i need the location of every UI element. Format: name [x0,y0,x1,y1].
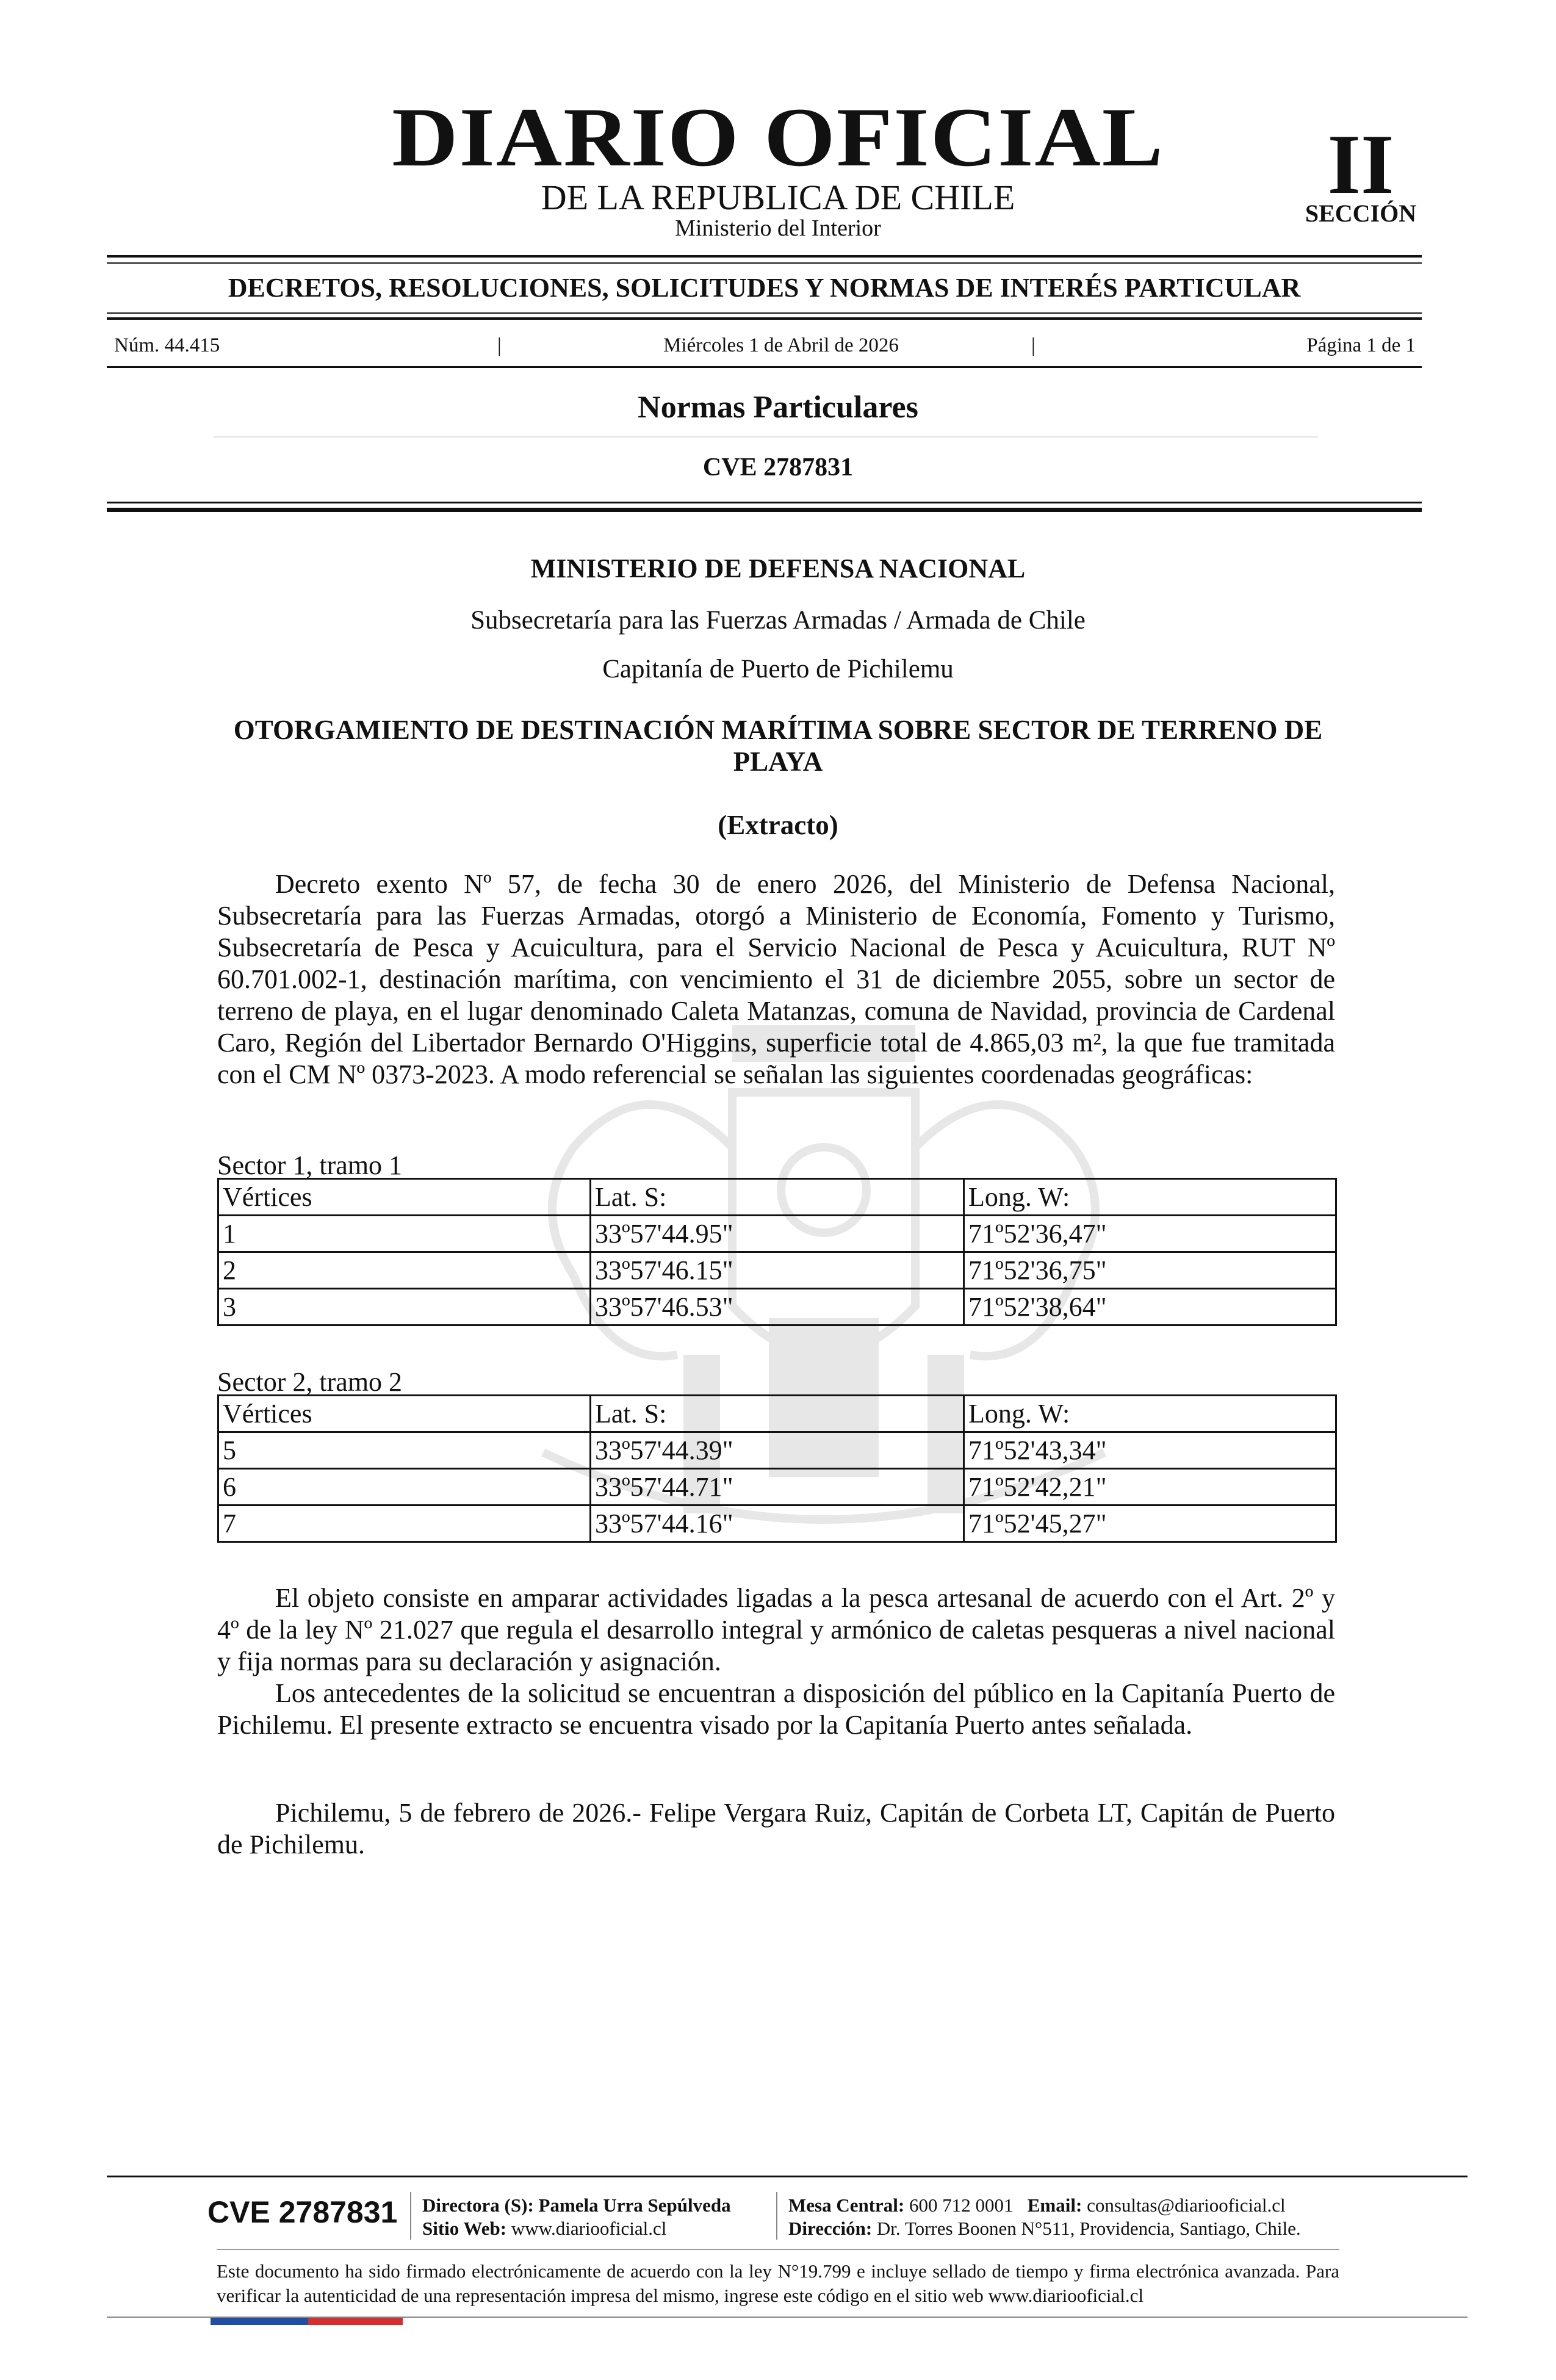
footer-separator [410,2192,411,2240]
footer-email-label: Email: [1027,2194,1082,2216]
footer-director-block [422,2194,731,2240]
footer-phone-label: Mesa Central: [788,2194,905,2216]
sector2-caption: Sector 2, tramo 2 [217,1367,403,1397]
table-cell: 33º57'46.53" [591,1289,964,1325]
header-cell: Lat. S: [591,1179,964,1216]
header-cell: Lat. S: [591,1396,964,1432]
table-row [218,1289,1336,1325]
table-row [218,1469,1336,1506]
table-cell: 2 [218,1252,591,1289]
footer-rule [107,2176,1468,2177]
footer-contact-block [788,2194,1301,2240]
section-number: II [1327,117,1394,212]
table-row [218,1252,1336,1289]
band-rule-thin [107,312,1422,314]
table-cell: 33º57'44.16" [591,1506,964,1542]
header-cell: Long. W: [964,1396,1336,1432]
masthead-subtitle: DE LA REPUBLICA DE CHILE [541,178,1015,217]
extracto-label: (Extracto) [718,810,838,840]
table-cell: 71º52'36,47" [964,1216,1336,1252]
document-title: OTORGAMIENTO DE DESTINACIÓN MARÍTIMA SOBRE SECTOR DE TERRENO DE PLAYA [233,715,1323,777]
table-cell: 6 [218,1469,591,1506]
footer-email-link[interactable]: consultas@diariooficial.cl [1087,2194,1286,2216]
table-cell: 71º52'38,64" [964,1289,1336,1325]
masthead-title: DIARIO OFICIAL [392,90,1164,184]
table-cell: 7 [218,1506,591,1542]
top-rule [107,255,1422,258]
cve-rule [107,508,1422,512]
subsecretaria: Subsecretaría para las Fuerzas Armadas / Armada de Chile [470,606,1086,635]
table-cell: 33º57'44.71" [591,1469,964,1506]
footer-address-label: Dirección: [788,2218,873,2239]
capitania: Capitanía de Puerto de Pichilemu [602,655,954,683]
footer-separator [776,2192,777,2240]
category-title: Normas Particulares [638,390,918,425]
meta-separator: | [1031,334,1036,356]
table-cell: 33º57'46.15" [591,1252,964,1289]
paragraph-text: Los antecedentes de la solicitud se encuentran a disposición del público en la Capitanía Puerto de Pichilemu. El presente extracto se encuentra visado por la Capitanía Puerto antes señalada. [217,1678,1335,1740]
meta-rule [107,366,1422,368]
table-cell: 71º52'36,75" [964,1252,1336,1289]
footer-cve: CVE 2787831 [207,2195,398,2229]
table-cell: 33º57'44.39" [591,1432,964,1469]
footer-legal-notice: Este documento ha sido firmado electrónicamente de acuerdo con la ley N°19.799 e incluye sellado de tiempo y firma electrónica avanzada. Para verificar la autenticidad de una representación impresa del mismo, ingrese este código en el sitio web www.diariooficial.cl [217,2260,1339,2306]
footer-director: Directora (S): Pamela Urra Sepúlveda [422,2194,731,2216]
masthead-ministry: Ministerio del Interior [675,215,881,241]
page-indicator: Página 1 de 1 [1306,334,1416,356]
sector2-table [217,1394,1337,1543]
ministry-name: MINISTERIO DE DEFENSA NACIONAL [530,554,1026,583]
table-cell: 71º52'42,21" [964,1469,1336,1506]
paragraph-text: Decreto exento Nº 57, de fecha 30 de enero 2026, del Ministerio de Defensa Nacional, Subsecretaría para las Fuerzas Armadas, otorgó a Ministerio de Economía, Fomento y Turismo, Subsecretaría de Pesca y Acuicultura, para el Servicio Nacional de Pesca y Acuicultura, RUT Nº 60.701.002-1, destinación marítima, con vencimiento el 31 de diciembre 2055, sobre un sector de terreno de playa, en el lugar denominado Caleta Matanzas, comuna de Navidad, provincia de Cardenal Caro, Región del Libertador Bernardo O'Higgins, superficie total de 4.865,03 m², la que fue tramitada con el CM Nº 0373-2023. A modo referencial se señalan las siguientes coordenadas geográficas: [217,869,1335,1089]
cve-rule-thin [107,502,1422,503]
table-cell: 71º52'43,34" [964,1432,1336,1469]
table-cell: 1 [218,1216,591,1252]
sector1-caption: Sector 1, tramo 1 [217,1150,403,1180]
header-cell: Long. W: [964,1179,1336,1216]
table-cell: 3 [218,1289,591,1325]
table-header-row [218,1396,1336,1432]
footer-phone: 600 712 0001 [909,2194,1014,2216]
section-label: SECCIÓN [1305,200,1417,227]
band-rule [107,317,1422,320]
table-row [218,1506,1336,1542]
flag-stripe-red [308,2318,403,2325]
paragraph-object [217,1582,1335,1741]
header-cell: Vértices [218,1396,591,1432]
meta-separator: | [497,334,502,356]
table-row [218,1216,1336,1252]
signature-text: Pichilemu, 5 de febrero de 2026.- Felipe Vergara Ruiz, Capitán de Corbeta LT, Capitán de Puerto de Pichilemu. [217,1798,1335,1859]
table-cell: 5 [218,1432,591,1469]
paragraph-decree [217,868,1335,1091]
flag-stripe-blue [211,2318,308,2325]
sector1-table [217,1178,1337,1326]
cve-header: CVE 2787831 [702,453,854,481]
band-title: DECRETOS, RESOLUCIONES, SOLICITUDES Y NORMAS DE INTERÉS PARTICULAR [228,273,1301,303]
table-cell: 33º57'44.95" [591,1216,964,1252]
table-row [218,1432,1336,1469]
top-rule-thin [107,262,1422,264]
paragraph-text: El objeto consiste en amparar actividades ligadas a la pesca artesanal de acuerdo con el Art. 2º y 4º de la ley Nº 21.027 que regula el desarrollo integral y armónico de caletas pesqueras a nivel nacional y fija normas para su declaración y asignación. [217,1583,1335,1676]
table-header-row [218,1179,1336,1216]
footer-web-label: Sitio Web: [422,2218,507,2239]
footer-address: Dr. Torres Boonen N°511, Providencia, Santiago, Chile. [876,2218,1301,2239]
table-cell: 71º52'45,27" [964,1506,1336,1542]
header-cell: Vértices [218,1179,591,1216]
footer-divider [217,2249,1339,2250]
category-divider [214,436,1318,438]
footer-web-link[interactable]: www.diariooficial.cl [511,2218,667,2239]
issue-number: Núm. 44.415 [114,334,220,356]
issue-date: Miércoles 1 de Abril de 2026 [663,334,899,356]
signature-paragraph [217,1797,1335,1861]
